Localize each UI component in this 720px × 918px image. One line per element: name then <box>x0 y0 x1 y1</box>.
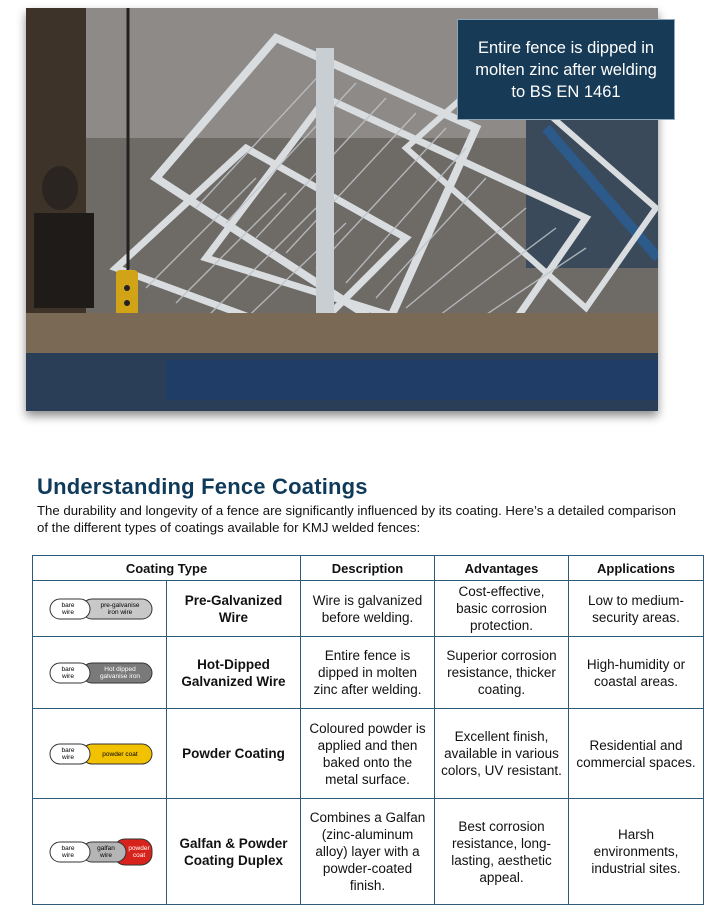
svg-text:barewire: bare wire <box>60 844 75 859</box>
diagram-core-label: bare <box>60 601 75 609</box>
coating-applications: High-humidity or coastal areas. <box>569 637 704 709</box>
coating-applications: Residential and commercial spaces. <box>569 709 704 799</box>
table-row <box>33 637 704 709</box>
header-applications: Applications <box>569 556 704 581</box>
svg-text:pre-galvaniseiron wire: pre-galvanise iron wire <box>99 601 140 616</box>
svg-text:barewire: bare wire <box>60 665 75 680</box>
table-row <box>33 709 704 799</box>
coating-applications: Low to medium-security areas. <box>569 581 704 637</box>
zinc-dip-callout <box>457 19 675 120</box>
coating-description: Wire is galvanized before welding. <box>301 581 435 637</box>
coating-name: Hot-Dipped Galvanized Wire <box>167 637 301 709</box>
svg-text:barewire: bare wire <box>60 746 75 761</box>
header-advantages: Advantages <box>435 556 569 581</box>
svg-text:powder coat: powder coat <box>101 750 138 758</box>
coating-name: Pre-Galvanized Wire <box>167 581 301 637</box>
coating-applications: Harsh environments, industrial sites. <box>569 799 704 905</box>
hot-dipped-diagram <box>33 637 167 709</box>
coating-advantages: Excellent finish, available in various colors, UV resistant. <box>435 709 569 799</box>
coating-description: Coloured powder is applied and then baked onto the metal surface. <box>301 709 435 799</box>
svg-text:barewire: bare wire <box>60 601 75 616</box>
coating-description: Entire fence is dipped in molten zinc after welding. <box>301 637 435 709</box>
header-description: Description <box>301 556 435 581</box>
coating-name: Galfan & Powder Coating Duplex <box>167 799 301 905</box>
coating-advantages: Superior corrosion resistance, thicker coating. <box>435 637 569 709</box>
svg-text:Hot dippedgalvanise iron: Hot dipped galvanise iron <box>99 665 140 680</box>
section-intro: The durability and longevity of a fence are significantly influenced by its coating. Here’s a detailed comparison of the different types of coatings available for KMJ welded fences: <box>37 503 676 535</box>
pre-galvanized-diagram <box>33 581 167 637</box>
coating-advantages: Cost-effective, basic corrosion protection. <box>435 581 569 637</box>
coating-advantages: Best corrosion resistance, long-lasting, aesthetic appeal. <box>435 799 569 905</box>
section-title: Understanding Fence Coatings <box>37 474 368 499</box>
svg-text:galfanwire: galfan wire <box>96 844 115 859</box>
table-row <box>33 581 704 637</box>
callout-text: Entire fence is dipped in molten zinc after welding to BS EN 1461 <box>475 38 657 101</box>
galfan-duplex-diagram <box>33 799 167 905</box>
svg-text:powdercoat: powder coat <box>127 844 150 859</box>
header-coating-type: Coating Type <box>33 556 301 581</box>
coating-description: Combines a Galfan (zinc-aluminum alloy) layer with a powder-coated finish. <box>301 799 435 905</box>
coatings-table <box>32 555 704 905</box>
coating-name: Powder Coating <box>167 709 301 799</box>
table-row <box>33 799 704 905</box>
table-header-row <box>33 556 704 581</box>
powder-coating-diagram <box>33 709 167 799</box>
